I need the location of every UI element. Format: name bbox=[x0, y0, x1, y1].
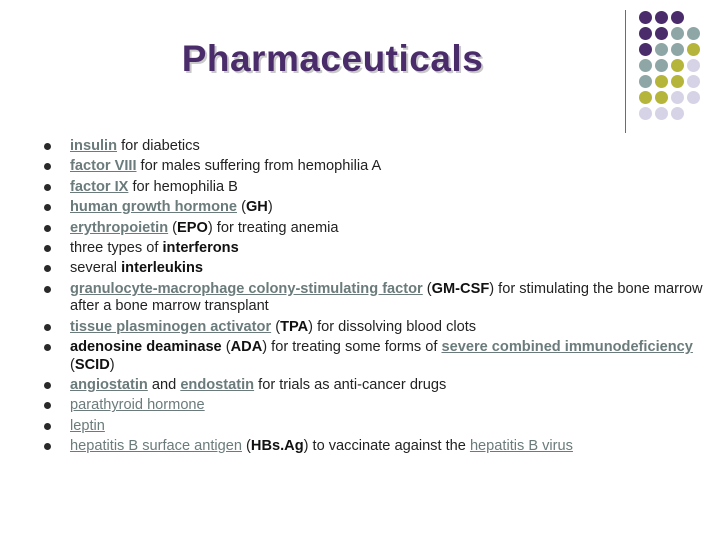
decorative-dot bbox=[639, 107, 652, 120]
link-insulin[interactable]: insulin bbox=[70, 138, 118, 154]
abbrev: GH bbox=[245, 199, 268, 216]
abbrev: TPA bbox=[280, 318, 309, 335]
bullet-dot-icon bbox=[44, 382, 51, 389]
link-factor-ix[interactable]: factor IX bbox=[70, 178, 129, 195]
bullet-dot-icon bbox=[44, 402, 51, 409]
slide-title: Pharmaceuticals bbox=[181, 38, 484, 79]
bullet-dot-icon bbox=[44, 443, 51, 450]
decorative-dot bbox=[671, 11, 684, 24]
list-item bbox=[44, 199, 704, 217]
bullet-dot-icon bbox=[44, 143, 51, 150]
link-angiostatin[interactable]: angiostatin bbox=[70, 377, 148, 394]
bullet-dot-icon bbox=[44, 324, 51, 331]
abbrev: HBs.Ag bbox=[250, 438, 304, 455]
bullet-dot-icon bbox=[44, 163, 51, 170]
decorative-dot bbox=[639, 91, 652, 104]
item-text: ( bbox=[237, 199, 246, 216]
term: interferons bbox=[162, 239, 239, 256]
decorative-dot bbox=[639, 43, 652, 56]
divider-line bbox=[625, 10, 626, 133]
bullet-dot-icon bbox=[44, 184, 51, 191]
decorative-dot bbox=[655, 107, 668, 120]
decorative-dot bbox=[671, 27, 684, 40]
decorative-dot bbox=[639, 11, 652, 24]
decorative-dot bbox=[639, 27, 652, 40]
link-hepatitis-b-virus[interactable]: hepatitis B virus bbox=[469, 438, 573, 455]
item-text: and bbox=[147, 377, 181, 394]
item-text: three types of bbox=[70, 239, 163, 256]
abbrev: SCID bbox=[74, 356, 110, 373]
decorative-dot bbox=[655, 59, 668, 72]
bullet-dot-icon bbox=[44, 344, 51, 351]
decorative-dot bbox=[655, 75, 668, 88]
link-gm-csf[interactable]: granulocyte-macrophage colony-stimulating factor bbox=[70, 280, 423, 297]
bullet-list bbox=[44, 138, 704, 459]
decorative-dot bbox=[655, 43, 668, 56]
decorative-dot bbox=[671, 91, 684, 104]
decorative-dot bbox=[655, 27, 668, 40]
bullet-dot-icon bbox=[44, 204, 51, 211]
decorative-dot bbox=[687, 27, 700, 40]
term: interleukins bbox=[121, 260, 204, 277]
decorative-dot bbox=[655, 11, 668, 24]
bullet-dot-icon bbox=[44, 225, 51, 232]
decorative-dot bbox=[639, 59, 652, 72]
list-item bbox=[44, 260, 704, 278]
bullet-dot-icon bbox=[44, 245, 51, 252]
decorative-dot bbox=[671, 107, 684, 120]
item-text: for males suffering from hemophilia A bbox=[136, 158, 382, 175]
list-item bbox=[44, 138, 704, 156]
item-text: ) bbox=[267, 199, 273, 216]
bullet-dot-icon bbox=[44, 265, 51, 272]
item-text: for hemophilia B bbox=[128, 178, 238, 195]
link-scid[interactable]: severe combined immunodeficiency bbox=[441, 339, 693, 356]
item-text: ) for treating some forms of bbox=[262, 339, 442, 356]
list-item bbox=[44, 220, 704, 238]
item-text: ( bbox=[422, 280, 432, 297]
decorative-dot bbox=[655, 91, 668, 104]
decorative-dot bbox=[671, 75, 684, 88]
list-item bbox=[44, 397, 704, 415]
link-tissue-plasminogen-activator[interactable]: tissue plasminogen activator bbox=[70, 318, 272, 335]
item-text: ) to vaccinate against the bbox=[303, 438, 470, 455]
link-hepatitis-b-surface-antigen[interactable]: hepatitis B surface antigen bbox=[70, 438, 242, 455]
list-item bbox=[44, 438, 704, 456]
item-text: ( bbox=[242, 438, 251, 455]
item-text: ( bbox=[70, 356, 75, 373]
abbrev: ADA bbox=[230, 339, 263, 356]
decorative-dot bbox=[687, 91, 700, 104]
list-item bbox=[44, 319, 704, 337]
list-item bbox=[44, 339, 704, 374]
link-erythropoietin[interactable]: erythropoietin bbox=[70, 219, 169, 236]
decorative-dot bbox=[639, 75, 652, 88]
item-text: ( bbox=[221, 339, 231, 356]
list-item bbox=[44, 158, 704, 176]
link-factor-viii[interactable]: factor VIII bbox=[70, 158, 137, 175]
item-text: ) bbox=[109, 356, 115, 373]
list-item bbox=[44, 240, 704, 258]
decorative-dot bbox=[687, 59, 700, 72]
list-item bbox=[44, 281, 704, 316]
bullet-dot-icon bbox=[44, 423, 51, 430]
bullet-dot-icon bbox=[44, 286, 51, 293]
item-text: for diabetics bbox=[117, 138, 200, 154]
abbrev: EPO bbox=[177, 219, 208, 236]
link-endostatin[interactable]: endostatin bbox=[180, 377, 255, 394]
decorative-dot bbox=[671, 43, 684, 56]
decorative-dot bbox=[687, 75, 700, 88]
term: adenosine deaminase bbox=[70, 339, 222, 356]
item-text: ) for dissolving blood clots bbox=[308, 318, 477, 335]
decorative-dot bbox=[671, 59, 684, 72]
list-item bbox=[44, 377, 704, 395]
link-human-growth-hormone[interactable]: human growth hormone bbox=[70, 199, 238, 216]
item-text: several bbox=[70, 260, 122, 277]
item-text: ) for stimulating the bone marrow after a bone marrow transplant bbox=[70, 280, 703, 315]
decorative-dot bbox=[687, 43, 700, 56]
item-text: ( bbox=[168, 219, 178, 236]
item-text: ) for treating anemia bbox=[207, 219, 339, 236]
item-text: for trials as anti-cancer drugs bbox=[254, 377, 447, 394]
link-leptin[interactable]: leptin bbox=[70, 417, 105, 434]
item-text: ( bbox=[271, 318, 281, 335]
list-item bbox=[44, 179, 704, 197]
abbrev: GM-CSF bbox=[431, 280, 490, 297]
link-parathyroid-hormone[interactable]: parathyroid hormone bbox=[70, 397, 205, 414]
list-item bbox=[44, 418, 704, 436]
